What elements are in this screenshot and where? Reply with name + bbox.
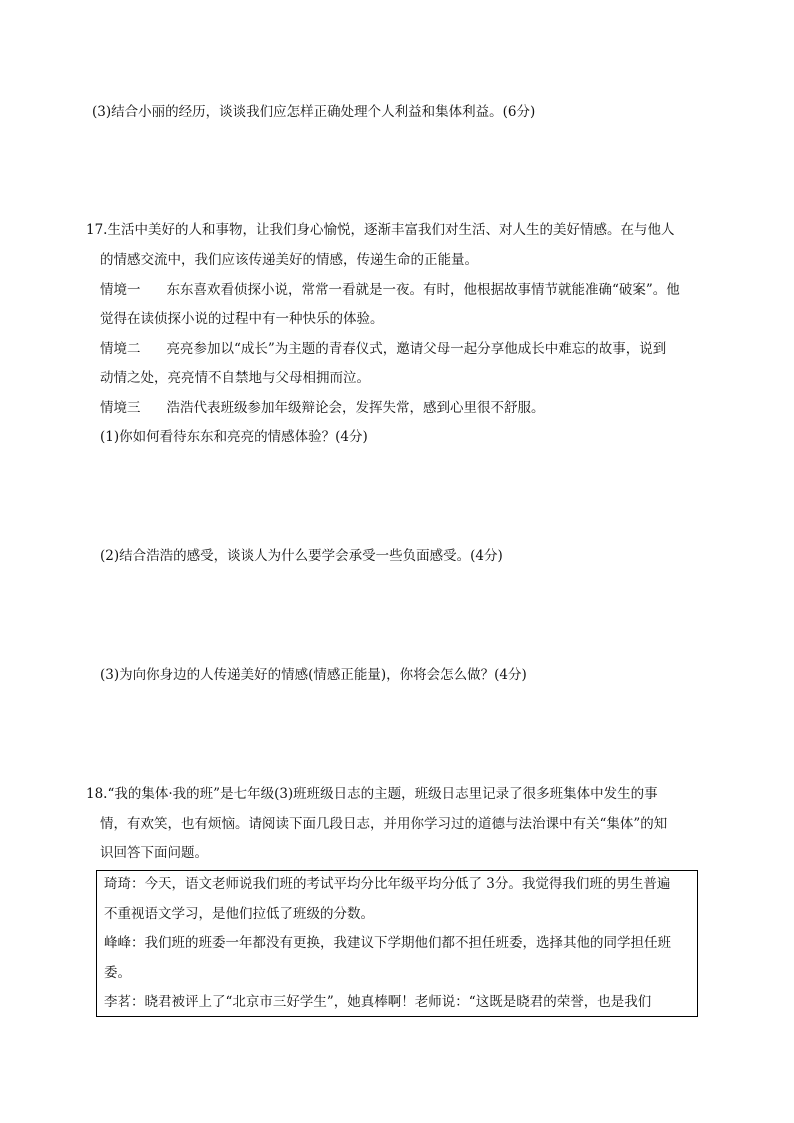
diary-entry-liming-line1: 李茗：晓君被评上了“北京市三好学生”，她真棒啊！老师说：“这既是晓君的荣誉，也是我们 — [104, 994, 652, 1010]
q17-scenario-1-label: 情境一 — [100, 282, 141, 298]
diary-entry-fengfeng-line2: 委。 — [104, 965, 131, 981]
q17-scenario-2-line2: 动情之处，亮亮情不自禁地与父母相拥而泣。 — [100, 370, 370, 386]
q17-intro-line1: 17.生活中美好的人和事物，让我们身心愉悦，逐渐丰富我们对生活、对人生的美好情感。在与他人 — [86, 222, 675, 238]
q18-intro-line2: 情，有欢笑，也有烦恼。请阅读下面几段日志，并用你学习过的道德与法治课中有关“集体”的知 — [100, 816, 668, 832]
q17-scenario-2-text: 亮亮参加以“成长”为主题的青春仪式，邀请父母一起分享他成长中难忘的故事，说到 — [166, 341, 667, 357]
q17-scenario-1-line1 — [100, 280, 680, 300]
q17-scenario-2-line1 — [100, 339, 666, 359]
q17-scenario-1-line2: 觉得在读侦探小说的过程中有一种快乐的体验。 — [100, 311, 384, 327]
diary-entry-qiqi-line2: 不重视语文学习，是他们拉低了班级的分数。 — [104, 906, 374, 922]
q18-intro-line3: 识回答下面问题。 — [100, 845, 208, 861]
q17-part3-prompt: (3)为向你身边的人传递美好的情感(情感正能量)，你将会怎么做？(4分) — [100, 667, 527, 683]
q17-scenario-3-label: 情境三 — [100, 400, 141, 416]
q17-intro-line2: 的情感交流中，我们应该传递美好的情感，传递生命的正能量。 — [100, 252, 478, 268]
q18-intro-line1: 18.“我的集体·我的班”是七年级(3)班班级日志的主题，班级日志里记录了很多班集体中发生的事 — [86, 786, 658, 802]
diary-entry-fengfeng-line1: 峰峰：我们班的班委一年都没有更换，我建议下学期他们都不担任班委，选择其他的同学担任班 — [104, 935, 671, 951]
q17-scenario-1-text: 东东喜欢看侦探小说，常常一看就是一夜。有时，他根据故事情节就能准确“破案”。他 — [166, 282, 680, 298]
q16-part3-prompt: (3)结合小丽的经历，谈谈我们应怎样正确处理个人利益和集体利益。(6分) — [92, 104, 536, 120]
q17-scenario-3-line1 — [100, 398, 545, 418]
q17-scenario-2-label: 情境二 — [100, 341, 141, 357]
q17-scenario-3-text: 浩浩代表班级参加年级辩论会，发挥失常，感到心里很不舒服。 — [166, 400, 545, 416]
q17-part1-prompt: (1)你如何看待东东和亮亮的情感体验？(4分) — [100, 429, 368, 445]
q17-part2-prompt: (2)结合浩浩的感受，谈谈人为什么要学会承受一些负面感受。(4分) — [100, 548, 503, 564]
diary-entry-qiqi-line1: 琦琦：今天，语文老师说我们班的考试平均分比年级平均分低了 3分。我觉得我们班的男生普遍 — [104, 876, 671, 892]
